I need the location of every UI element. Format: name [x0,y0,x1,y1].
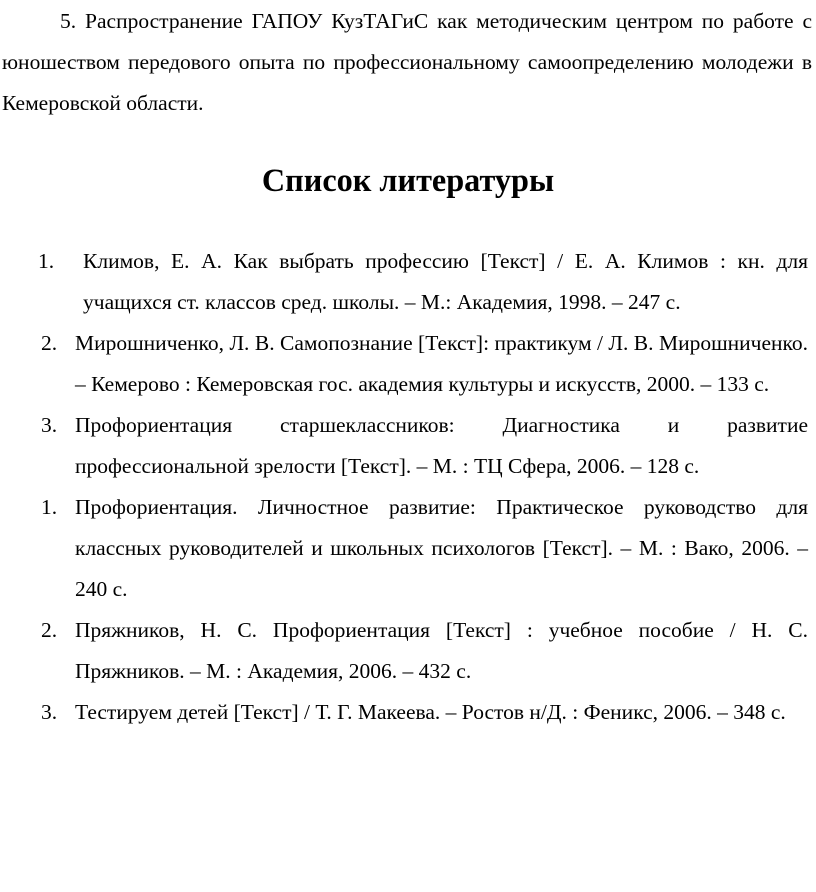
bibliography-item [0,241,808,323]
bibliography-item-text: Профориентация. Личностное развитие: Практическое руководство для классных руководителей и школьных психологов [Текст]. – М. : Вако, 2006. – 240 с. [75,495,808,601]
bibliography-item-text: Климов, Е. А. Как выбрать профессию [Текст] / Е. А. Климов : кн. для учащихся ст. классов сред. школы. – М.: Академия, 1998. – 247 с. [83,249,808,314]
bibliography-item-number: 1. [38,249,55,273]
bibliography-item [0,692,808,733]
bibliography-item [0,487,808,610]
bibliography-item-number: 2. [41,618,58,642]
bibliography-item [0,405,808,487]
bibliography-item [0,610,808,692]
bibliography-list [0,241,816,733]
bibliography-item-number: 1. [41,495,58,519]
bibliography-item [0,323,808,405]
bibliography-item-text: Пряжников, Н. С. Профориентация [Текст] : учебное пособие / Н. С. Пряжников. – М. : Академия, 2006. – 432 с. [75,618,808,683]
intro-paragraph: 5. Распространение ГАПОУ КузТАГиС как методическим центром по работе с юношеством передового опыта по профессиональному самоопределению молодежи в Кемеровской области. [2,9,812,115]
bibliography-item-number: 3. [41,700,58,724]
bibliography-item-text: Тестируем детей [Текст] / Т. Г. Макеева. – Ростов н/Д. : Феникс, 2006. – 348 с. [75,700,786,724]
bibliography-item-text: Профориентация старшеклассников: Диагностика и развитие профессиональной зрелости [Текст]. – М. : ТЦ Сфера, 2006. – 128 с. [75,413,808,478]
bibliography-item-number: 3. [41,413,58,437]
bibliography-item-number: 2. [41,331,58,355]
bibliography-heading: Список литературы [261,162,555,198]
bibliography-item-text: Мирошниченко, Л. В. Самопознание [Текст]: практикум / Л. В. Мирошниченко. – Кемерово : Кемеровская гос. академия культуры и искусств, 2000. – 133 с. [75,331,808,396]
